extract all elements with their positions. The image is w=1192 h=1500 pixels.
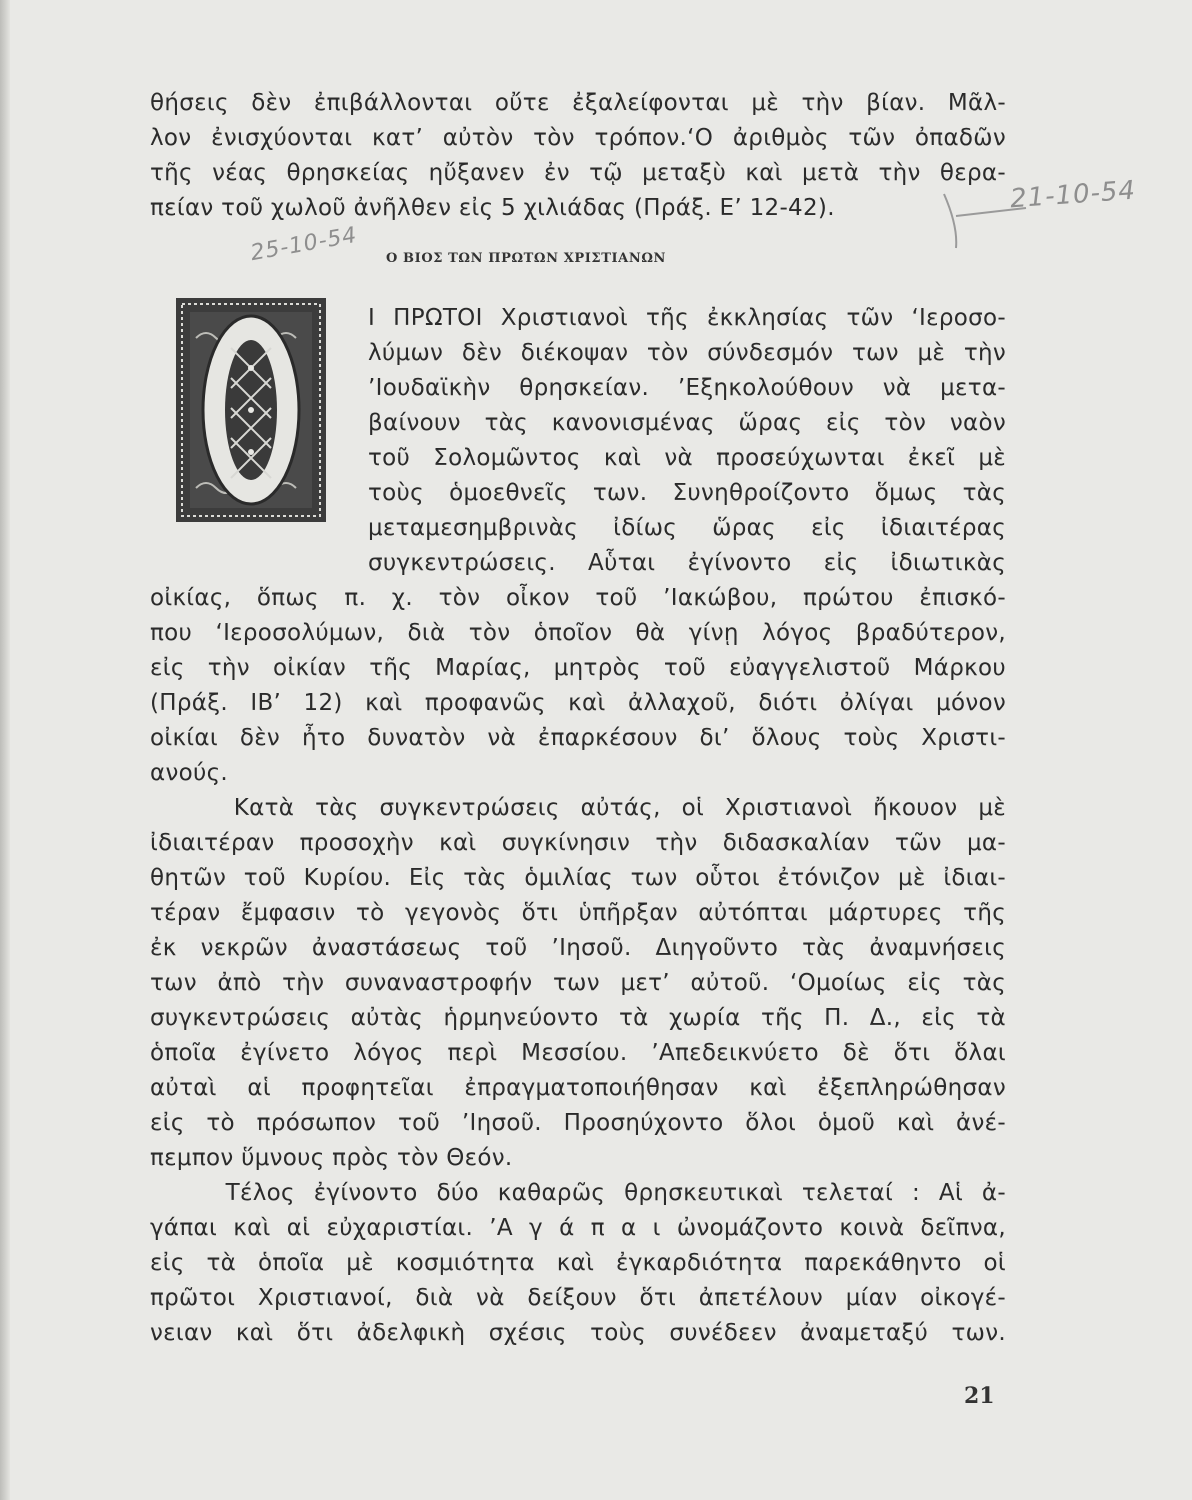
text-line: ’Ιουδαϊκὴν θρησκείαν. ’Εξηκολούθουν νὰ μετα-: [368, 375, 1006, 401]
text-line: τέραν ἔμφασιν τὸ γεγονὸς ὅτι ὑπῆρξαν αὐτόπται μάρτυρες τῆς: [150, 900, 1006, 926]
text-line: θητῶν τοῦ Κυρίου. Εἰς τὰς ὁμιλίας των οὗτοι ἐτόνιζον μὲ ἰδιαι-: [150, 865, 1006, 891]
text-line: αὐταὶ αἱ προφητεῖαι ἐπραγματοποιήθησαν καὶ ἐξεπληρώθησαν: [150, 1075, 1006, 1101]
text-line: (Πράξ. ΙΒ’ 12) καὶ προφανῶς καὶ ἀλλαχοῦ, διότι ὀλίγαι μόνον: [150, 690, 1006, 716]
text-line: πεμπον ὕμνους πρὸς τὸν Θεόν.: [150, 1145, 513, 1171]
text-line: Τέλος ἐγίνοντο δύο καθαρῶς θρησκευτικαὶ τελεταί : Αἱ ἀ-: [150, 1180, 1006, 1206]
text-line: ἰδιαιτέραν προσοχὴν καὶ συγκίνησιν τὴν διδασκαλίαν τῶν μα-: [150, 830, 1006, 856]
text-line: συγκεντρώσεις αὐτὰς ἡρμηνεύοντο τὰ χωρία τῆς Π. Δ., εἰς τὰ: [150, 1005, 1006, 1031]
text-line: οἰκίαι δὲν ἦτο δυνατὸν νὰ ἐπαρκέσουν δι’ ὅλους τοὺς Χριστι-: [150, 725, 1006, 751]
text-line: εἰς τὰ ὁποῖα μὲ κοσμιότητα καὶ ἐγκαρδιότητα παρεκάθηντο οἱ: [150, 1250, 1006, 1276]
text-line: νειαν καὶ ὅτι ἀδελφικὴ σχέσις τοὺς συνέδεεν ἀναμεταξύ των.: [150, 1320, 1006, 1346]
text-line: πείαν τοῦ χωλοῦ ἀνῆλθεν εἰς 5 χιλιάδας (Πράξ. Ε’ 12-42).: [150, 195, 835, 221]
text-line: τοὺς ὁμοεθνεῖς των. Συνηθροίζοντο ὅμως τὰς: [368, 480, 1006, 506]
text-line: βαίνουν τὰς κανονισμένας ὥρας εἰς τὸν ναὸν: [368, 410, 1006, 436]
text-line: λύμων δὲν διέκοψαν τὸν σύνδεσμόν των μὲ τὴν: [368, 340, 1006, 366]
text-line: που ‘Ιεροσολύμων, διὰ τὸν ὁποῖον θὰ γίνῃ λόγος βραδύτερον,: [150, 620, 1006, 646]
decorative-initial-o-icon: [176, 298, 326, 522]
text-line: ανούς.: [150, 760, 228, 786]
text-line: ἐκ νεκρῶν ἀναστάσεως τοῦ ’Ιησοῦ. Διηγοῦντο τὰς ἀναμνήσεις: [150, 935, 1006, 961]
handwritten-date-annotation: 25-10-54: [248, 222, 360, 267]
handwritten-date-annotation: 21-10-54: [1009, 175, 1137, 215]
text-line: τοῦ Σολομῶντος καὶ νὰ προσεύχωνται ἐκεῖ μὲ: [368, 445, 1006, 471]
text-line: εἰς τὴν οἰκίαν τῆς Μαρίας, μητρὸς τοῦ εὐαγγελιστοῦ Μάρκου: [150, 655, 1006, 681]
handwritten-mark-icon: [940, 186, 1030, 256]
text-line: τῆς νέας θρησκείας ηὔξανεν ἐν τῷ μεταξὺ καὶ μετὰ τὴν θερα-: [150, 160, 1006, 186]
text-line: πρῶτοι Χριστιανοί, διὰ νὰ δείξουν ὅτι ἀπετέλουν μίαν οἰκογέ-: [150, 1285, 1006, 1311]
text-line: λον ἐνισχύονται κατ’ αὐτὸν τὸν τρόπον.‘Ο ἀριθμὸς τῶν ὀπαδῶν: [150, 125, 1006, 151]
text-line: Κατὰ τὰς συγκεντρώσεις αὐτάς, οἱ Χριστιανοὶ ἤκουον μὲ: [150, 795, 1006, 821]
section-heading: Ο ΒΙΟΣ ΤΩΝ ΠΡΩΤΩΝ ΧΡΙΣΤΙΑΝΩΝ: [386, 251, 667, 266]
text-line: γάπαι καὶ αἱ εὐχαριστίαι. ’Α γ ά π α ι ὠνομάζοντο κοινὰ δεῖπνα,: [150, 1215, 1006, 1241]
text-line: των ἀπὸ τὴν συναναστροφήν των μετ’ αὐτοῦ. ‘Ομοίως εἰς τὰς: [150, 970, 1006, 996]
text-line: Ι ΠΡΩΤΟΙ Χριστιανοὶ τῆς ἐκκλησίας τῶν ‘Ιεροσο-: [368, 305, 1006, 331]
text-line: θήσεις δὲν ἐπιβάλλονται οὔτε ἐξαλείφονται μὲ τὴν βίαν. Μᾶλ-: [150, 90, 1006, 116]
page-binding-edge: [0, 0, 10, 1500]
text-line: ὁποῖα ἐγίνετο λόγος περὶ Μεσσίου. ’Απεδεικνύετο δὲ ὅτι ὅλαι: [150, 1040, 1006, 1066]
text-line: οἰκίας, ὅπως π. χ. τὸν οἶκον τοῦ ’Ιακώβου, πρώτου ἐπισκό-: [150, 585, 1006, 611]
page-number: 21: [964, 1383, 995, 1409]
text-line: εἰς τὸ πρόσωπον τοῦ ’Ιησοῦ. Προσηύχοντο ὅλοι ὁμοῦ καὶ ἀνέ-: [150, 1110, 1006, 1136]
text-line: μεταμεσημβρινὰς ἰδίως ὥρας εἰς ἰδιαιτέρας: [368, 515, 1006, 541]
text-line: συγκεντρώσεις. Αὗται ἐγίνοντο εἰς ἰδιωτικὰς: [368, 550, 1006, 576]
